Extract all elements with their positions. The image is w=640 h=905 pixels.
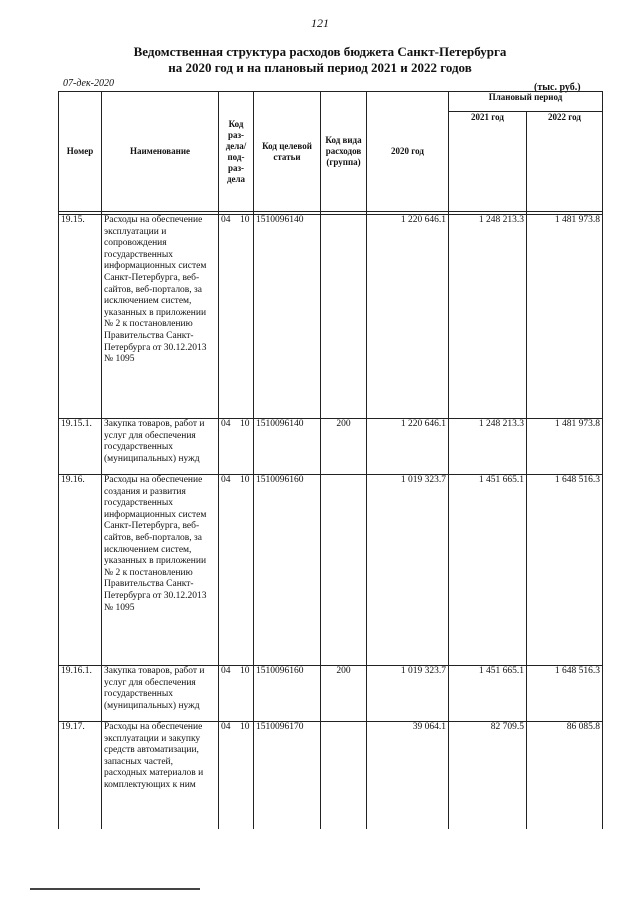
- header-number: Номер: [59, 92, 102, 212]
- page-number: 121: [311, 16, 329, 30]
- row-expense-type: 200: [321, 419, 367, 475]
- row-2020: 39 064.1: [367, 722, 449, 829]
- header-section-code: Код раз- дела/ под- раз- дела: [219, 92, 254, 212]
- table-row: [59, 722, 603, 829]
- table-row: [59, 419, 603, 475]
- row-expense-type: 200: [321, 666, 367, 722]
- row-number: 19.15.1.: [59, 419, 102, 475]
- row-target-code: 1510096160: [254, 666, 321, 722]
- row-2021: 1 248 213.3: [449, 419, 527, 475]
- row-2021: 1 451 665.1: [449, 666, 527, 722]
- row-expense-type: [321, 475, 367, 666]
- row-name: Расходы на обеспечение эксплуатации и сопровождения государственных информационных систем Санкт-Петербурга, веб-сайтов, веб-порталов, за исключением систем, указанных в приложении № 2 к постановлению Правительства Санкт-Петербурга от 30.12.2013 № 1095: [102, 215, 219, 419]
- row-target-code: 1510096140: [254, 419, 321, 475]
- row-2021: 1 451 665.1: [449, 475, 527, 666]
- row-section-code: 04 10: [219, 666, 254, 722]
- row-expense-type: [321, 215, 367, 419]
- document-title: [0, 44, 640, 76]
- row-2020: 1 220 646.1: [367, 419, 449, 475]
- row-2020: 1 019 323.7: [367, 666, 449, 722]
- header-2021: 2021 год: [449, 112, 527, 212]
- document-date: 07-дек-2020: [63, 78, 114, 89]
- table-row: [59, 215, 603, 419]
- row-2020: 1 220 646.1: [367, 215, 449, 419]
- table-row: [59, 475, 603, 666]
- row-expense-type: [321, 722, 367, 829]
- row-2022: 1 648 516.3: [527, 666, 603, 722]
- row-target-code: 1510096140: [254, 215, 321, 419]
- row-2022: 1 481 973.8: [527, 419, 603, 475]
- row-section-code: 04 10: [219, 475, 254, 666]
- title-line-1: Ведомственная структура расходов бюджета Санкт-Петербурга: [133, 44, 507, 59]
- row-number: 19.16.: [59, 475, 102, 666]
- header-name: Наименование: [102, 92, 219, 212]
- table-row: [59, 666, 603, 722]
- title-line-2: на 2020 год и на плановый период 2021 и 2022 годов: [168, 60, 472, 75]
- row-2020: 1 019 323.7: [367, 475, 449, 666]
- row-section-code: 04 10: [219, 419, 254, 475]
- budget-table: [58, 91, 603, 829]
- footer-scan-line: [30, 888, 200, 890]
- row-2022: 1 481 973.8: [527, 215, 603, 419]
- row-2022: 1 648 516.3: [527, 475, 603, 666]
- row-name: Расходы на обеспечение создания и развития государственных информационных систем Санкт-Петербурга, веб-сайтов, веб-порталов, за исключением систем, указанных в приложении № 2 к постановлению Правительства Санкт-Петербурга от 30.12.2013 № 1095: [102, 475, 219, 666]
- header-expense-type: Код вида расходов (группа): [321, 92, 367, 212]
- row-name: Расходы на обеспечение эксплуатации и закупку средств автоматизации, запасных частей, расходных материалов и комплектующих к ним: [102, 722, 219, 829]
- row-section-code: 04 10: [219, 215, 254, 419]
- row-number: 19.16.1.: [59, 666, 102, 722]
- header-planned-period: Плановый период: [449, 92, 603, 112]
- row-target-code: 1510096160: [254, 475, 321, 666]
- header-target-code: Код целевой статьи: [254, 92, 321, 212]
- row-name: Закупка товаров, работ и услуг для обеспечения государственных (муниципальных) нужд: [102, 666, 219, 722]
- units-label: (тыс. руб.): [534, 82, 581, 93]
- row-target-code: 1510096170: [254, 722, 321, 829]
- header-2020: 2020 год: [367, 92, 449, 212]
- row-2021: 1 248 213.3: [449, 215, 527, 419]
- row-section-code: 04 10: [219, 722, 254, 829]
- row-number: 19.17.: [59, 722, 102, 829]
- row-number: 19.15.: [59, 215, 102, 419]
- table-header: [59, 92, 603, 212]
- row-2021: 82 709.5: [449, 722, 527, 829]
- header-2022: 2022 год: [527, 112, 603, 212]
- row-2022: 86 085.8: [527, 722, 603, 829]
- row-name: Закупка товаров, работ и услуг для обеспечения государственных (муниципальных) нужд: [102, 419, 219, 475]
- table-body: [59, 212, 603, 829]
